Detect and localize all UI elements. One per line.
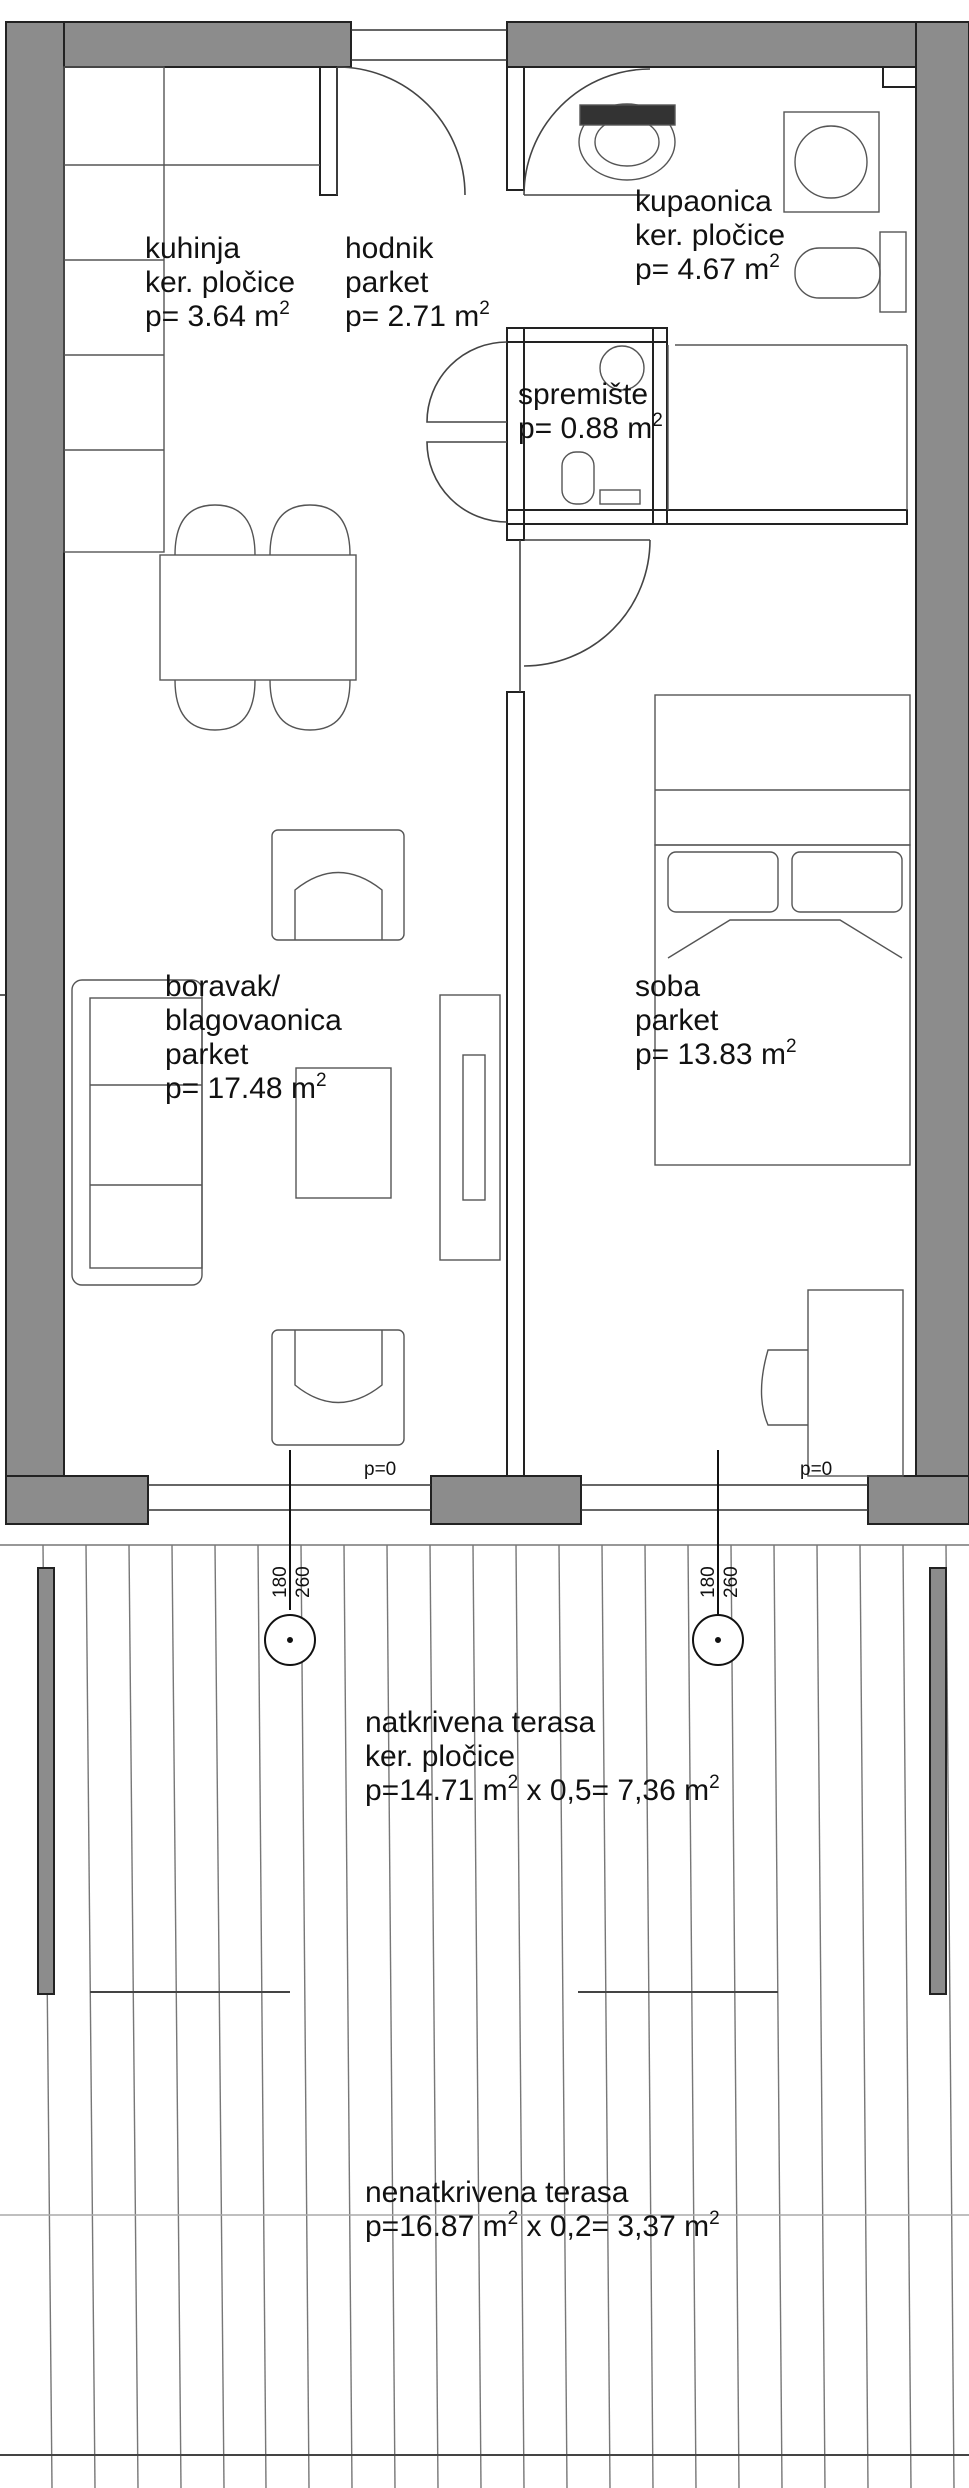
storage-toilet [562, 452, 594, 504]
open-terrace-name: nenatkrivena terasa [365, 2176, 629, 2209]
living-area-sup: 2 [315, 1070, 327, 1091]
label-kitchen [145, 232, 295, 334]
bedroom-door-arc [524, 540, 650, 666]
label-bathroom [635, 185, 785, 287]
covered-terrace-area-a: p=14.71 m [365, 1774, 508, 1807]
covered-terrace-name: natkrivena terasa [365, 1706, 596, 1739]
label-living [165, 970, 342, 1106]
living-area-line [165, 1072, 342, 1106]
living-name-2: blagovaonica [165, 1004, 342, 1037]
covered-terrace-floor: ker. pločice [365, 1740, 516, 1773]
covered-terrace-area-line [365, 1774, 720, 1808]
washing-machine [784, 112, 879, 212]
bathroom-area-line [635, 253, 785, 287]
central-partition-lower [507, 692, 524, 1476]
bottom-wall-left [6, 1476, 148, 1524]
bedroom-name: soba [635, 970, 701, 1003]
kitchen-floor: ker. pločice [145, 266, 296, 299]
kitchen-area-sup: 2 [279, 298, 290, 319]
right-wall [916, 22, 969, 1488]
right-window-height: 260 [721, 1566, 742, 1598]
desk-chair [762, 1350, 809, 1425]
living-area: p= 17.48 m [165, 1072, 316, 1105]
hall-door-arc [337, 67, 465, 195]
living-floor: parket [165, 1038, 249, 1071]
hallway-area: p= 2.71 m [345, 300, 480, 333]
bathroom-name: kupaonica [635, 185, 772, 218]
label-covered-terrace [365, 1706, 720, 1808]
hallway-area-sup: 2 [479, 298, 490, 319]
left-window-height: 260 [293, 1566, 314, 1598]
dining-set [160, 505, 356, 730]
covered-terrace-area-b: x 0,5= 7,36 m [518, 1774, 710, 1807]
bottom-wall-middle [431, 1476, 581, 1524]
armchair-bottom [272, 1330, 404, 1445]
bedroom-area: p= 13.83 m [635, 1038, 786, 1071]
open-terrace-area-b: x 0,2= 3,37 m [518, 2210, 710, 2243]
central-partition-upper [507, 67, 524, 190]
open-terrace-area-line [365, 2210, 720, 2244]
storage-area-line [518, 412, 663, 446]
terrace-pattern [0, 1545, 969, 2488]
label-open-terrace [365, 2176, 720, 2244]
label-bedroom [635, 970, 797, 1072]
threshold-left: p=0 [364, 1459, 397, 1480]
tv-cabinet [440, 995, 500, 1260]
bath-corner [883, 67, 916, 87]
terrace-post-left [38, 1568, 54, 1994]
storage-name: spremište [518, 378, 649, 411]
storage-top-wall [507, 328, 667, 342]
bedroom-floor: parket [635, 1004, 719, 1037]
toilet [880, 232, 906, 312]
kitchen-area: p= 3.64 m [145, 300, 280, 333]
armchair-top [272, 830, 404, 940]
covered-terrace-sup-a: 2 [507, 1772, 519, 1793]
right-window-sill: 180 [698, 1566, 719, 1598]
kitchen-area-line [145, 300, 295, 334]
hallway-area-line [345, 300, 490, 334]
open-terrace-sup-a: 2 [507, 2208, 519, 2229]
label-storage [518, 378, 663, 446]
wardrobe [655, 695, 910, 845]
dining-table [160, 555, 356, 680]
bathroom-area: p= 4.67 m [635, 253, 770, 286]
hallway-floor: parket [345, 266, 429, 299]
storage-area-sup: 2 [652, 410, 663, 431]
storage-area: p= 0.88 m [518, 412, 653, 445]
kitchen-name: kuhinja [145, 232, 241, 265]
terrace-post-right [930, 1568, 946, 1994]
storage-door-arc-2 [427, 442, 507, 522]
bathroom-area-sup: 2 [769, 251, 780, 272]
bedroom-area-sup: 2 [785, 1036, 797, 1057]
bottom-wall-right [868, 1476, 969, 1524]
left-window-sill: 180 [270, 1566, 291, 1598]
storage-door-arc [427, 342, 507, 422]
bathroom-floor: ker. pločice [635, 219, 786, 252]
bedroom-area-line [635, 1038, 797, 1072]
hallway-partition [320, 67, 337, 195]
covered-terrace-sup-b: 2 [709, 1772, 720, 1793]
left-wall [6, 22, 64, 1488]
bedroom-furniture [655, 695, 910, 1476]
open-terrace-area-a: p=16.87 m [365, 2210, 508, 2243]
living-name-1: boravak/ [165, 970, 281, 1003]
hallway-name: hodnik [345, 232, 434, 265]
bath-door-arc [524, 69, 650, 195]
threshold-right: p=0 [800, 1459, 833, 1480]
label-hallway [345, 232, 490, 334]
desk [808, 1290, 903, 1476]
top-wall-right [507, 22, 969, 67]
open-terrace-sup-b: 2 [709, 2208, 720, 2229]
living-furniture [72, 830, 500, 1445]
storage-bottom-wall [507, 510, 907, 524]
bathroom-fixtures [579, 104, 907, 510]
